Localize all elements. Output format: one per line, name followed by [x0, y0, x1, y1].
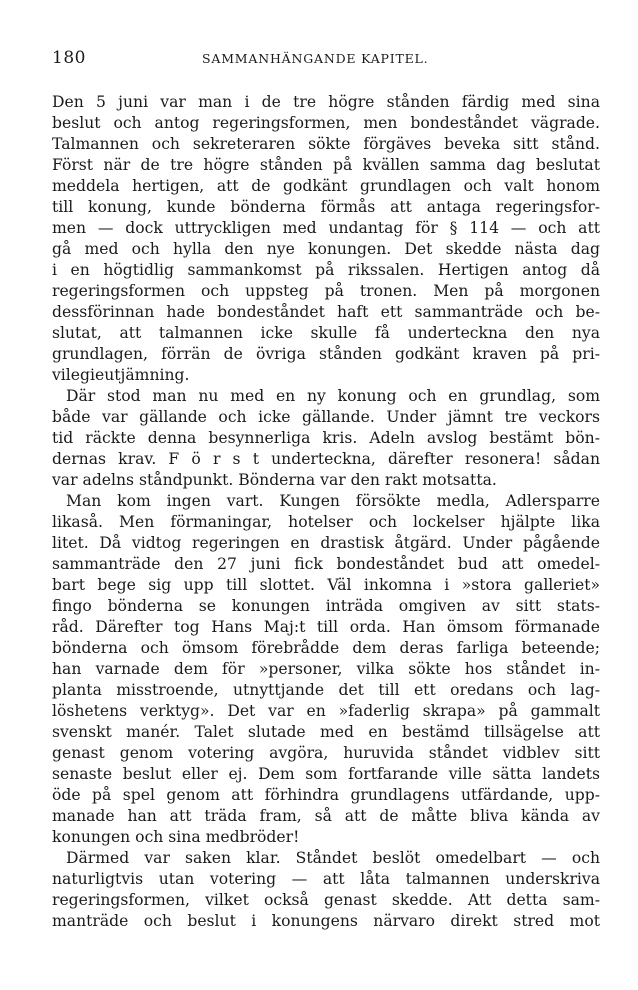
text-line: genast genom votering avgöra, huruvida ståndet vidblev sitt: [52, 744, 600, 762]
text-line: råd. Därefter tog Hans Maj:t till orda. Han ömsom förmanade: [52, 618, 600, 636]
text-line: Den 5 juni var man i de tre högre stånden färdig med sina: [52, 93, 600, 111]
text-line: manade han att träda fram, så att de måtte bliva kända av: [52, 807, 600, 825]
text-line: sammanträde den 27 juni fick bondeståndet bud att omedel-: [52, 555, 600, 573]
text-line: svenskt manér. Talet slutade med en bestämd tillsägelse att: [52, 723, 600, 741]
text-line: manträde och beslut i konungens närvaro direkt stred mot: [52, 912, 600, 930]
page-number: 180: [52, 48, 86, 68]
text-line: bönderna och ömsom förebrådde dem deras farliga beteende;: [52, 639, 600, 657]
text-line: men — dock uttryckligen med undantag för § 114 — och att: [52, 219, 600, 237]
text-line: han varnade dem för »personer, vilka sökte hos ståndet in-: [52, 660, 600, 678]
text-line: öde på spel genom att förhindra grundlagens utfärdande, upp-: [52, 786, 600, 804]
text-line: dessförinnan hade bondeståndet haft ett sammanträde och be-: [52, 303, 600, 321]
text-line: beslut och antog regeringsformen, men bondeståndet vägrade.: [52, 114, 600, 132]
text-line: till konung, kunde bönderna förmås att antaga regeringsfor-: [52, 198, 600, 216]
text-line: regeringsformen och uppsteg på tronen. Men på morgonen: [52, 282, 600, 300]
body-text: [52, 92, 600, 932]
text-line: Talmannen och sekreteraren sökte förgäves beveka sitt stånd.: [52, 135, 600, 153]
text-line: i en högtidlig sammankomst på rikssalen. Hertigen antog då: [52, 261, 600, 279]
running-head: SAMMANHÄNGANDE KAPITEL.: [202, 51, 429, 66]
text-line: Först när de tre högre stånden på kvällen samma dag beslutat: [52, 156, 600, 174]
text-line: vilegieutjämning.: [52, 366, 190, 384]
text-line: både var gällande och icke gällande. Under jämnt tre veckors: [52, 408, 600, 426]
text-line: var adelns ståndpunkt. Bönderna var den rakt motsatta.: [52, 471, 497, 489]
text-line: grundlagen, förrän de övriga stånden godkänt kraven på pri-: [52, 345, 600, 363]
text-line: slutat, att talmannen icke skulle få underteckna den nya: [52, 324, 600, 342]
text-line: bart bege sig upp till slottet. Väl inkomna i »stora galleriet»: [52, 576, 600, 594]
text-line: naturligtvis utan votering — att låta talmannen underskriva: [52, 870, 600, 888]
text-line: konungen och sina medbröder!: [52, 828, 300, 846]
text-line: dernas krav. F ö r s t underteckna, därefter resonera! sådan: [52, 450, 600, 468]
text-line: meddela hertigen, att de godkänt grundlagen och valt honom: [52, 177, 600, 195]
text-line: senaste beslut eller ej. Dem som fortfarande ville sätta landets: [52, 765, 600, 783]
text-line: fingo bönderna se konungen inträda omgiven av sitt stats-: [52, 597, 600, 615]
text-line: tid räckte denna besynnerliga kris. Adeln avslog bestämt bön-: [52, 429, 600, 447]
text-line: Man kom ingen vart. Kungen försökte medla, Adlersparre: [66, 492, 600, 510]
page-header: [52, 40, 612, 70]
text-line: litet. Då vidtog regeringen en drastisk åtgärd. Under pågående: [52, 534, 600, 552]
text-line: planta misstroende, utnyttjande det till ett oredans och lag-: [52, 681, 600, 699]
text-line: Där stod man nu med en ny konung och en grundlag, som: [66, 387, 600, 405]
text-line: löshetens verktyg». Det var en »faderlig skrapa» på gammalt: [52, 702, 600, 720]
text-line: gå med och hylla den nye konungen. Det skedde nästa dag: [52, 240, 600, 258]
text-line: likaså. Men förmaningar, hotelser och lockelser hjälpte lika: [52, 513, 600, 531]
text-line: regeringsformen, vilket också genast skedde. Att detta sam-: [52, 891, 600, 909]
text-line: Därmed var saken klar. Ståndet beslöt omedelbart — och: [66, 849, 600, 867]
